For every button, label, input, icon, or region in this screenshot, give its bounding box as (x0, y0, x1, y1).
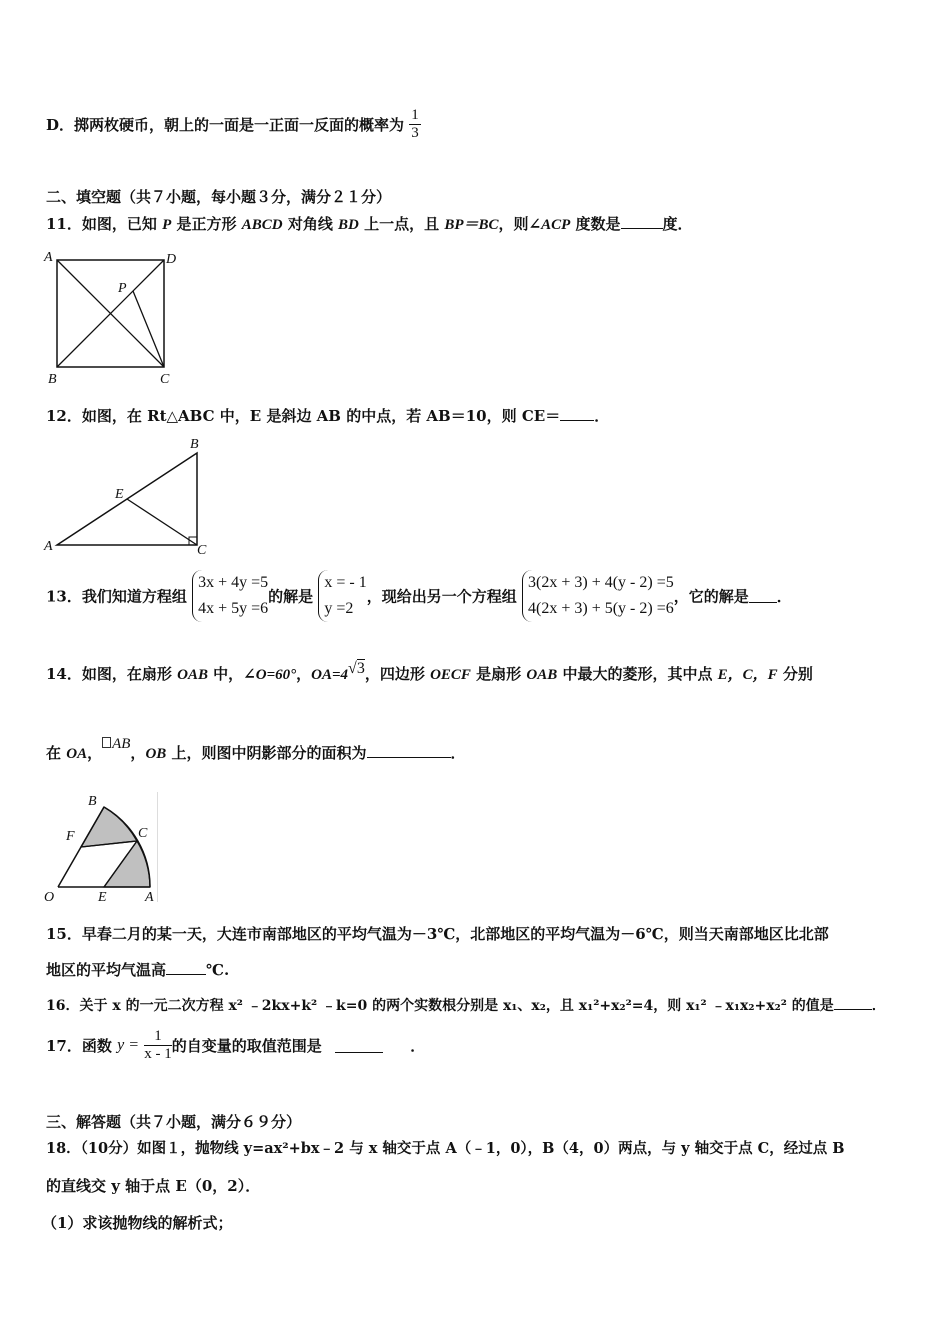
q14-text: ， (87, 744, 103, 762)
q16-text: ． (871, 998, 886, 1014)
q14-text: 中最大的菱形，其中点 (557, 665, 718, 683)
q15-text: ℃. (206, 961, 230, 979)
figure-square-abcd (40, 245, 190, 390)
q17-text: ． (410, 1037, 426, 1055)
answer-blank (834, 996, 872, 1010)
question-12 (46, 405, 609, 426)
q11-diagonal: BD (338, 217, 359, 233)
question-14-line-2 (46, 736, 466, 763)
section-answer: 三、解答题（共７小题，满分６９分） (46, 1113, 302, 1131)
label-e: E (98, 890, 107, 905)
q16-text: 16．关于 x 的一元二次方程 x² ﹣2kx+k² ﹣k=0 的两个实数根分别是 x₁、x₂，且 x₁²+x₂²=4，则 x₁² ﹣x₁x₂+x₂² 的值是 (46, 998, 834, 1014)
q11-square: ABCD (241, 217, 283, 233)
fraction-numerator: 1 (411, 107, 419, 123)
answer-blank (560, 407, 594, 421)
q11-condition: BP＝BC (444, 217, 499, 233)
q11-text: 上一点，且 (358, 215, 445, 233)
label-e: E (115, 487, 124, 502)
q11-text: 度数是 (570, 215, 621, 233)
label-d: D (166, 252, 177, 267)
label-c: C (160, 372, 170, 387)
q11-text: ，则∠ (498, 215, 542, 233)
equation: 4x + 5y =6 (198, 600, 269, 617)
q14-radius: OA=4 (311, 667, 349, 683)
arc-label: AB (112, 736, 131, 752)
q15-text: 地区的平均气温高 (46, 961, 167, 979)
answer-blank (166, 961, 206, 975)
section-fill-blank: 二、填空题（共７小题，每小题３分，满分２１分） (46, 188, 392, 206)
q14-text: 14．如图，在扇形 (46, 665, 178, 683)
equation: 4(2x + 3) + 5(y - 2) =6 (528, 600, 674, 617)
equation-system-1 (192, 570, 268, 622)
q14-text: ， (296, 665, 312, 683)
question-17 (46, 1028, 425, 1063)
label-c: C (197, 543, 207, 558)
answer-blank (749, 589, 777, 603)
q11-angle: ACP (541, 217, 571, 233)
q14-rhombus: OECF (430, 667, 471, 683)
q18-sub-text: （1）求该抛物线的解析式； (42, 1214, 233, 1232)
q13-text: ，它的解是 (673, 587, 749, 606)
fraction-denominator: 3 (411, 125, 419, 141)
equation: y =2 (324, 600, 354, 617)
sqrt-symbol: √3 (348, 660, 365, 677)
q18-text: 18．（10分）如图１，抛物线 y=ax²+bx﹣2 与 x 轴交于点 A（﹣1，0），B（4，0）两点，与 y 轴交于点 C，经过点 B (46, 1140, 845, 1157)
arc-icon (102, 737, 111, 748)
q14-text: 上，则图中阴影部分的面积为 (166, 744, 367, 762)
label-b: B (190, 437, 199, 452)
label-p: P (118, 281, 127, 296)
q11-text: 度． (662, 215, 693, 233)
q14-side: OA (66, 746, 88, 762)
q13-text: ． (776, 587, 792, 606)
fraction-one-third (409, 107, 421, 142)
question-11 (46, 213, 693, 234)
q11-text: 是正方形 (171, 215, 242, 233)
q14-sector: OAB (526, 667, 558, 683)
question-18 (46, 1137, 845, 1158)
q14-points: E，C，F (717, 667, 778, 683)
q11-point-p: P (162, 217, 172, 233)
q14-text: ． (450, 744, 466, 762)
label-f: F (66, 829, 75, 844)
q13-text: 的解是 (268, 587, 314, 606)
q18-text: 的直线交 y 轴于点 E（0，2）． (46, 1177, 261, 1195)
question-15 (46, 923, 829, 944)
function-y: y = (117, 1036, 140, 1054)
label-b: B (48, 372, 57, 387)
label-c: C (138, 826, 148, 841)
q14-text: 是扇形 (470, 665, 527, 683)
sqrt-radicand: 3 (356, 660, 365, 677)
fraction-denominator: x - 1 (144, 1046, 172, 1062)
q13-text: ，现给出另一个方程组 (366, 587, 517, 606)
question-13 (46, 570, 792, 622)
equation: x = - 1 (324, 574, 367, 591)
option-d-text: D．掷两枚硬币，朝上的一面是一正面一反面的概率为 (46, 116, 405, 134)
question-16 (46, 995, 886, 1015)
equation: 3(2x + 3) + 4(y - 2) =5 (528, 574, 674, 591)
q13-text: 13．我们知道方程组 (46, 587, 187, 606)
q11-text: 11．如图，已知 (46, 215, 163, 233)
q11-text: 对角线 (282, 215, 339, 233)
q14-angle: O=60° (255, 667, 297, 683)
arc-ab (102, 734, 130, 752)
q14-text: ， (130, 744, 146, 762)
answer-blank (621, 215, 663, 229)
q12-text: ． (594, 407, 610, 425)
equation: 3x + 4y =5 (198, 574, 269, 591)
label-o: O (44, 890, 55, 905)
q17-text: 17．函数 (46, 1037, 112, 1055)
q14-text: 中，∠ (207, 665, 256, 683)
figure-sector (40, 788, 165, 906)
question-18-line-2 (46, 1175, 260, 1196)
solution-system (318, 570, 366, 622)
question-15-line-2 (46, 959, 229, 980)
option-d (46, 107, 421, 142)
figure-right-triangle (40, 435, 220, 560)
q15-text: 15．早春二月的某一天，大连市南部地区的平均气温为－3℃，北部地区的平均气温为－6℃，则当天南部地区比北部 (46, 925, 829, 943)
q12-text: 12．如图，在 Rt△ABC 中，E 是斜边 AB 的中点，若 AB＝10，则 CE＝ (46, 407, 561, 425)
label-a: A (44, 539, 53, 554)
question-14 (46, 660, 813, 684)
fraction-numerator: 1 (144, 1028, 172, 1046)
label-b: B (88, 794, 97, 809)
q14-text: 在 (46, 744, 67, 762)
q14-text: ，四边形 (364, 665, 431, 683)
q14-sector: OAB (177, 667, 208, 683)
label-a: A (44, 250, 53, 265)
equation-system-2 (522, 570, 674, 622)
question-18-part-1 (42, 1212, 232, 1233)
q14-side: OB (145, 746, 167, 762)
function-fraction (144, 1028, 172, 1063)
q17-text: 的自变量的取值范围是 (171, 1037, 322, 1055)
answer-blank (367, 744, 451, 758)
q14-text: 分别 (777, 665, 813, 683)
answer-blank (335, 1039, 383, 1053)
label-a: A (145, 890, 154, 905)
